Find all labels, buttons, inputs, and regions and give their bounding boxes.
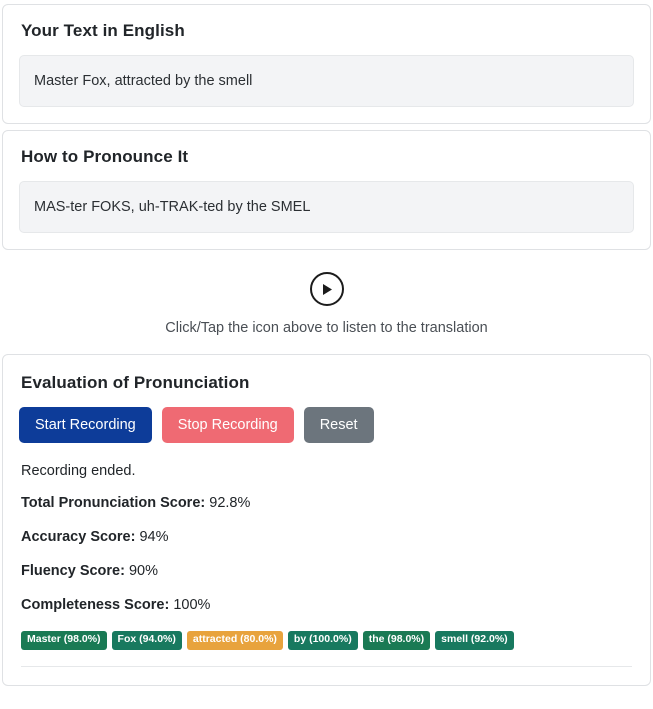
score-total-label: Total Pronunciation Score: bbox=[21, 495, 206, 511]
source-text-title: Your Text in English bbox=[21, 21, 185, 40]
word-chip: smell (92.0%) bbox=[435, 631, 514, 650]
word-chip: the (98.0%) bbox=[363, 631, 430, 650]
stop-recording-button[interactable]: Stop Recording bbox=[162, 407, 294, 443]
score-fluency bbox=[21, 563, 634, 579]
source-text-card bbox=[2, 4, 651, 124]
evaluation-card bbox=[2, 354, 651, 686]
score-completeness-value: 100% bbox=[173, 597, 211, 613]
score-fluency-value: 90% bbox=[128, 563, 159, 579]
evaluation-title: Evaluation of Pronunciation bbox=[21, 373, 250, 392]
word-chip: Master (98.0%) bbox=[21, 631, 107, 650]
word-score-list bbox=[21, 631, 634, 650]
reset-button[interactable]: Reset bbox=[304, 407, 374, 443]
player-caption: Click/Tap the icon above to listen to the translation bbox=[165, 320, 488, 336]
score-accuracy-value: 94% bbox=[139, 529, 169, 545]
recording-status: Recording ended. bbox=[21, 463, 136, 479]
start-recording-button[interactable]: Start Recording bbox=[19, 407, 152, 443]
word-chip: Fox (94.0%) bbox=[112, 631, 182, 650]
score-fluency-label: Fluency Score: bbox=[21, 563, 125, 579]
word-chip: attracted (80.0%) bbox=[187, 631, 283, 650]
play-icon[interactable] bbox=[310, 272, 344, 306]
audio-player-section bbox=[0, 256, 653, 346]
score-total-value: 92.8% bbox=[209, 495, 251, 511]
score-completeness-label: Completeness Score: bbox=[21, 597, 170, 613]
pronunciation-practice-page bbox=[0, 4, 653, 686]
source-text-value: Master Fox, attracted by the smell bbox=[19, 55, 634, 107]
pronunciation-value: MAS-ter FOKS, uh-TRAK-ted by the SMEL bbox=[19, 181, 634, 233]
recording-controls bbox=[19, 407, 634, 443]
score-accuracy-label: Accuracy Score: bbox=[21, 529, 136, 545]
pronunciation-title: How to Pronounce It bbox=[21, 147, 189, 166]
pronunciation-card bbox=[2, 130, 651, 250]
section-divider bbox=[21, 666, 632, 667]
score-total bbox=[21, 495, 634, 511]
score-completeness bbox=[21, 597, 634, 613]
word-chip: by (100.0%) bbox=[288, 631, 358, 650]
score-accuracy bbox=[21, 529, 634, 545]
